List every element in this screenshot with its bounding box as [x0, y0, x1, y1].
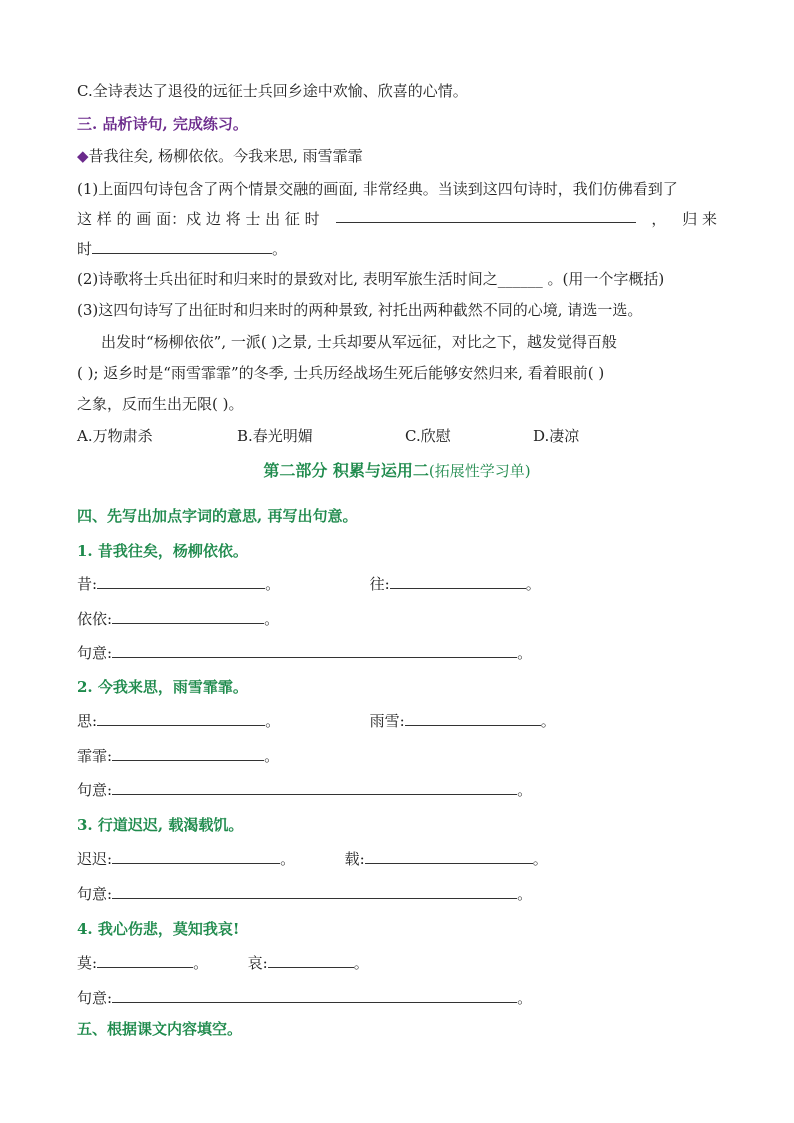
s4-q2-title: 2. 今我来思，雨雪霏霏。 [77, 678, 248, 696]
part-2-title-main: 第二部分 积累与运用二 [263, 461, 429, 480]
poem-text: 昔我往矣, 杨柳依依。今我来思, 雨雪霏霏 [88, 147, 363, 165]
s4-q2-blank-meaning[interactable] [112, 780, 517, 795]
s4-q2-row-3 [77, 779, 532, 801]
q1-line-2 [77, 208, 717, 230]
q1-return-blank[interactable] [92, 239, 272, 254]
s4-q1-blank-wang[interactable] [390, 574, 526, 589]
s4-q2-row-2 [77, 745, 279, 767]
section-4-heading: 四、先写出加点字词的意思, 再写出句意。 [77, 507, 358, 525]
s4-q1-label-wang: 往: [369, 575, 390, 593]
period: 。 [517, 885, 533, 903]
part-2-title [0, 458, 794, 481]
s4-q2-label-yuxue: 雨雪: [369, 712, 405, 730]
q1-line-3-label: 时 [77, 240, 93, 258]
s4-q1-label-xi: 昔: [77, 575, 98, 593]
period: 。 [265, 712, 281, 730]
s4-q3-label-meaning: 句意: [77, 885, 113, 903]
para-line-1: 出发时“杨柳依依”, 一派( )之景, 士兵却要从军远征，对比之下，越发觉得百般 [101, 333, 617, 351]
s4-q4-row-2 [77, 987, 532, 1009]
q1-departure-blank[interactable] [336, 208, 636, 223]
s4-q2-row-1 [77, 710, 556, 732]
s4-q1-blank-xi[interactable] [97, 574, 265, 589]
s4-q3-blank-zai[interactable] [365, 849, 533, 864]
s4-q1-title: 1. 昔我往矣，杨柳依依。 [77, 542, 248, 560]
s4-q3-title: 3. 行道迟迟, 载渴载饥。 [77, 816, 244, 834]
s4-q2-blank-si[interactable] [97, 711, 265, 726]
s4-q2-label-feifei: 霏霏: [77, 747, 113, 765]
s4-q1-row-1 [77, 573, 541, 595]
period: 。 [280, 850, 296, 868]
option-b: B.春光明媚 [237, 427, 313, 445]
period: 。 [540, 712, 556, 730]
diamond-icon: ◆ [77, 147, 89, 165]
option-a: A.万物肃杀 [77, 427, 153, 445]
part-2-subtitle: (拓展性学习单) [428, 462, 531, 480]
para-line-2: ( ); 返乡时是“雨雪霏霏”的冬季, 士兵历经战场生死后能够安然归来, 看着眼前( ) [77, 364, 605, 382]
poem-line [77, 145, 363, 167]
s4-q4-blank-mo[interactable] [97, 953, 193, 968]
options-row [77, 425, 579, 447]
s4-q4-label-meaning: 句意: [77, 989, 113, 1007]
q1-comma: ， [651, 210, 667, 228]
s4-q1-label-yiyi: 依依: [77, 610, 113, 628]
q2-line: (2)诗歌将士兵出征时和归来时的景致对比, 表明军旅生活时间之______ 。(用一个字概括) [77, 270, 665, 288]
para-line-3: 之象，反而生出无限( )。 [77, 395, 244, 413]
s4-q2-label-si: 思: [77, 712, 98, 730]
s4-q1-blank-yiyi[interactable] [112, 609, 264, 624]
q3-line: (3)这四句诗写了出征时和归来时的两种景致, 衬托出两种截然不同的心境, 请选一选。 [77, 301, 643, 319]
s4-q4-blank-ai[interactable] [268, 953, 354, 968]
option-c-line: C.全诗表达了退役的远征士兵回乡途中欢愉、欣喜的心情。 [77, 82, 468, 100]
s4-q4-row-1 [77, 952, 369, 974]
period: 。 [517, 989, 533, 1007]
s4-q1-row-2 [77, 608, 279, 630]
period: 。 [517, 781, 533, 799]
s4-q3-row-2 [77, 883, 532, 905]
option-d: D.凄凉 [533, 427, 580, 445]
q1-line-3 [77, 238, 287, 260]
s4-q1-blank-meaning[interactable] [112, 643, 517, 658]
s4-q4-title: 4. 我心伤悲，莫知我哀! [77, 920, 240, 938]
s4-q2-blank-feifei[interactable] [112, 746, 264, 761]
s4-q1-row-3 [77, 642, 532, 664]
period: 。 [265, 575, 281, 593]
period: 。 [525, 575, 541, 593]
period: 。 [517, 644, 533, 662]
s4-q3-label-chichi: 迟迟: [77, 850, 113, 868]
s4-q3-blank-meaning[interactable] [112, 884, 517, 899]
section-5-heading: 五、根据课文内容填空。 [77, 1020, 243, 1038]
s4-q4-label-mo: 莫: [77, 954, 98, 972]
s4-q3-row-1 [77, 848, 548, 870]
s4-q2-blank-yuxue[interactable] [405, 711, 541, 726]
q1-line-2-text: 这 样 的 画 面：戍 边 将 士 出 征 时 [77, 210, 320, 228]
s4-q4-label-ai: 哀: [247, 954, 268, 972]
q1-return-label: 归 来 [682, 210, 717, 228]
q1-period: 。 [272, 240, 288, 258]
s4-q3-blank-chichi[interactable] [112, 849, 280, 864]
period: 。 [193, 954, 209, 972]
s4-q1-label-meaning: 句意: [77, 644, 113, 662]
s4-q4-blank-meaning[interactable] [112, 988, 517, 1003]
q1-line-1: (1)上面四句诗包含了两个情景交融的画面, 非常经典。当读到这四句诗时，我们仿佛看到了 [77, 180, 678, 198]
section-3-heading: 三. 品析诗句, 完成练习。 [77, 115, 248, 133]
period: 。 [264, 747, 280, 765]
s4-q2-label-meaning: 句意: [77, 781, 113, 799]
option-c: C.欣慰 [405, 427, 451, 445]
period: 。 [532, 850, 548, 868]
s4-q3-label-zai: 载: [344, 850, 365, 868]
period: 。 [264, 610, 280, 628]
period: 。 [353, 954, 369, 972]
